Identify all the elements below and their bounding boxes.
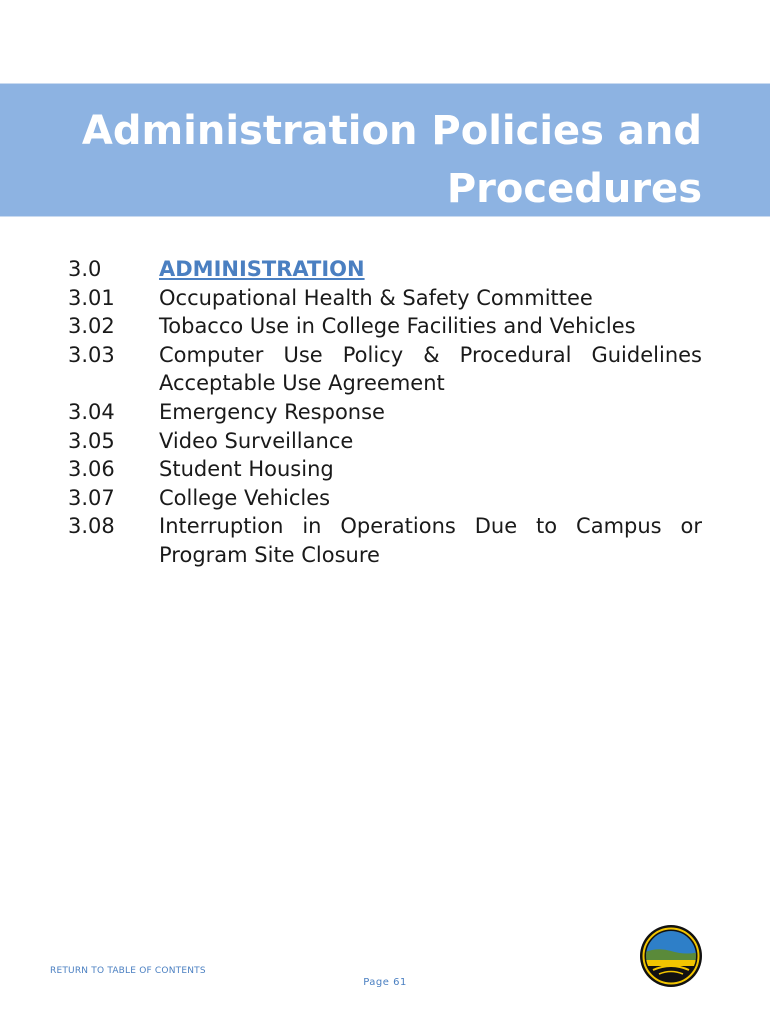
policy-item-3-08 — [0, 512, 770, 569]
policy-title: Tobacco Use in College Facilities and Vehicles — [159, 314, 636, 339]
policy-number: 3.0 — [68, 257, 102, 281]
policy-number: 3.04 — [68, 399, 115, 424]
policy-title: Computer Use Policy & Procedural Guidelines Acceptable Use Agreement — [159, 342, 702, 396]
page-title-line-1: Administration Policies and — [81, 108, 702, 154]
college-seal-icon — [639, 924, 703, 988]
policy-title: College Vehicles — [159, 485, 331, 510]
header-banner — [0, 83, 770, 217]
policy-item-3-07 — [0, 484, 770, 513]
policy-number: 3.07 — [68, 485, 115, 510]
page-number: Page 61 — [363, 977, 407, 988]
policy-item-3-06 — [0, 455, 770, 484]
policy-item-3-04 — [0, 398, 770, 427]
policy-number: 3.05 — [68, 428, 115, 453]
policy-item-3-0[interactable] — [0, 255, 770, 284]
policy-number: 3.06 — [68, 457, 115, 482]
policy-number: 3.01 — [68, 285, 115, 310]
policy-list — [0, 255, 770, 570]
policy-item-3-03 — [0, 341, 770, 398]
policy-title: Interruption in Operations Due to Campus or Program Site Closure — [159, 514, 702, 567]
policy-title: Video Surveillance — [159, 428, 354, 453]
policy-number: 3.08 — [68, 514, 115, 539]
administration-link[interactable]: ADMINISTRATION — [159, 257, 365, 281]
page-title — [62, 102, 702, 218]
policy-item-3-02 — [0, 312, 770, 341]
policy-title: Emergency Response — [159, 399, 385, 424]
policy-number: 3.03 — [68, 342, 115, 367]
return-to-toc-link[interactable]: RETURN TO TABLE OF CONTENTS — [50, 966, 206, 976]
policy-item-3-01 — [0, 284, 770, 313]
policy-item-3-05 — [0, 427, 770, 456]
policy-number: 3.02 — [68, 314, 115, 339]
page-title-line-2: Procedures — [446, 166, 702, 212]
policy-title: Student Housing — [159, 457, 334, 482]
policy-title: Occupational Health & Safety Committee — [159, 285, 593, 310]
